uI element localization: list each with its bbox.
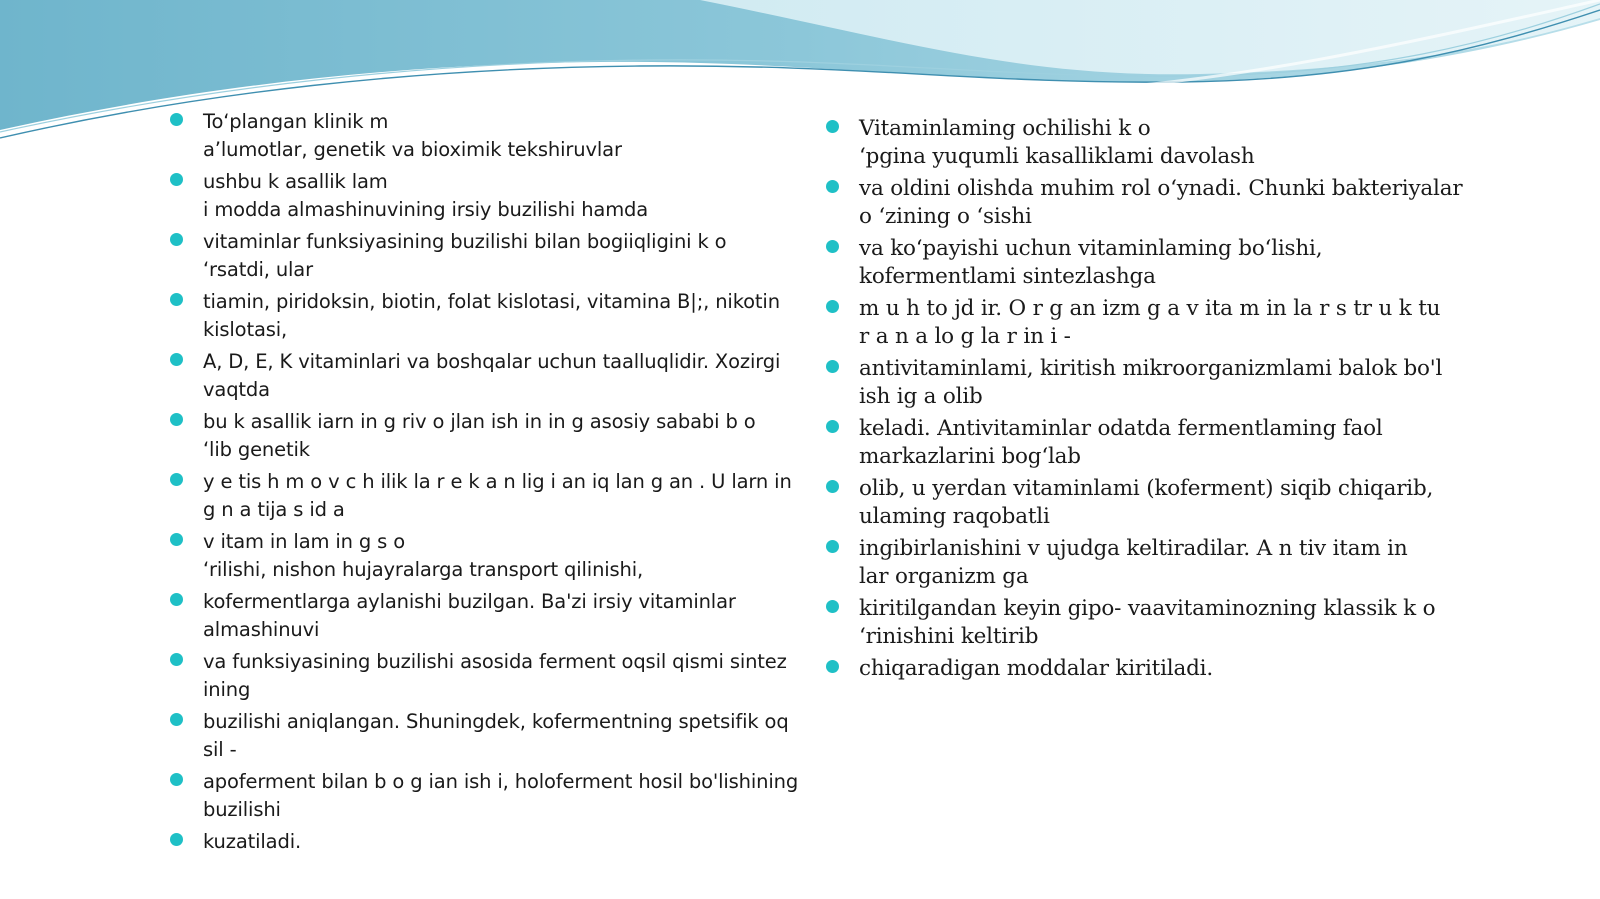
bullet-item — [826, 415, 1516, 471]
bullet-item — [170, 108, 808, 164]
bullet-item — [826, 655, 1516, 683]
bullet-item — [170, 468, 808, 524]
bullet-item — [170, 288, 808, 344]
bullet-dot-icon — [170, 713, 183, 726]
bullet-text-line: ish ig a olib — [859, 384, 983, 409]
bullet-text-line: v itam in lam in g s o — [203, 530, 406, 553]
bullet-text-line: keladi. Antivitaminlar odatda fermentlaming faol — [859, 416, 1383, 441]
bullet-dot-icon — [170, 773, 183, 786]
bullet-text-line: kofermentlarga aylanishi buzilgan. Ba'zi irsiy vitaminlar — [203, 590, 736, 613]
bullet-text-line: va funksiyasining buzilishi asosida ferment oqsil qismi sintez — [203, 650, 787, 673]
left-text-column — [170, 108, 808, 860]
bullet-text-line: lar organizm ga — [859, 564, 1029, 589]
bullet-text-line: kiritilgandan keyin gipo- vaavitaminozning klassik k o — [859, 596, 1436, 621]
bullet-text-line: almashinuvi — [203, 618, 320, 641]
bullet-text-line: m u h to jd ir. O r g an izm g a v ita m in la r s tr u k tu — [859, 296, 1441, 321]
bullet-text-line: bu k asallik iarn in g riv o jlan ish in in g asosiy sababi b o — [203, 410, 756, 433]
bullet-text-line: ‘rilishi, nishon hujayralarga transport qilinishi, — [203, 558, 644, 581]
bullet-item — [826, 355, 1516, 411]
bullet-dot-icon — [170, 593, 183, 606]
bullet-item — [826, 295, 1516, 351]
bullet-dot-icon — [170, 353, 183, 366]
bullet-text-line: vitaminlar funksiyasining buzilishi bilan bogiiqligini k o — [203, 230, 727, 253]
bullet-text-line: o ‘zining o ‘sishi — [859, 204, 1032, 229]
bullet-text-line: buzilishi aniqlangan. Shuningdek, kofermentning spetsifik oq — [203, 710, 789, 733]
bullet-item — [170, 228, 808, 284]
bullet-item — [170, 828, 808, 856]
bullet-dot-icon — [170, 113, 183, 126]
bullet-text-line: ining — [203, 678, 251, 701]
bullet-text-line: ‘rinishini keltirib — [859, 624, 1039, 649]
bullet-text-line: sil - — [203, 738, 237, 761]
bullet-text-line: kislotasi, — [203, 318, 288, 341]
bullet-dot-icon — [170, 473, 183, 486]
bullet-dot-icon — [170, 173, 183, 186]
bullet-text-line: olib, u yerdan vitaminlami (koferment) siqib chiqarib, — [859, 476, 1434, 501]
bullet-text-line: buzilishi — [203, 798, 281, 821]
bullet-text-line: i modda almashinuvining irsiy buzilishi hamda — [203, 198, 649, 221]
bullet-item — [826, 595, 1516, 651]
bullet-text-line: vaqtda — [203, 378, 270, 401]
bullet-text-line: Vitaminlaming ochilishi k o — [859, 116, 1151, 141]
bullet-item — [170, 768, 808, 824]
bullet-dot-icon — [826, 240, 839, 253]
bullet-dot-icon — [826, 600, 839, 613]
bullet-text-line: a’lumotlar, genetik va bioximik tekshiruvlar — [203, 138, 622, 161]
bullet-dot-icon — [170, 653, 183, 666]
bullet-text-line: chiqaradigan moddalar kiritiladi. — [859, 656, 1213, 681]
bullet-text-line: kuzatiladi. — [203, 830, 302, 853]
bullet-dot-icon — [826, 540, 839, 553]
bullet-text-line: To‘plangan klinik m — [203, 110, 389, 133]
bullet-item — [826, 175, 1516, 231]
bullet-dot-icon — [826, 120, 839, 133]
bullet-dot-icon — [826, 300, 839, 313]
bullet-item — [170, 648, 808, 704]
bullet-text-line: A, D, E, K vitaminlari va boshqalar uchun taalluqlidir. Xozirgi — [203, 350, 781, 373]
bullet-item — [826, 235, 1516, 291]
bullet-item — [170, 168, 808, 224]
bullet-dot-icon — [826, 360, 839, 373]
bullet-text-line: ‘pgina yuqumli kasalliklami davolash — [859, 144, 1255, 169]
bullet-text-line: ulaming raqobatli — [859, 504, 1050, 529]
bullet-item — [170, 528, 808, 584]
bullet-dot-icon — [170, 533, 183, 546]
bullet-dot-icon — [826, 660, 839, 673]
bullet-item — [170, 348, 808, 404]
bullet-dot-icon — [170, 833, 183, 846]
bullet-text-line: ‘rsatdi, ular — [203, 258, 313, 281]
bullet-item — [826, 115, 1516, 171]
bullet-text-line: antivitaminlami, kiritish mikroorganizmlami balok bo'l — [859, 356, 1443, 381]
bullet-dot-icon — [826, 420, 839, 433]
bullet-text-line: y e tis h m o v c h ilik la r e k a n lig i an iq lan g an . U larn in — [203, 470, 792, 493]
bullet-dot-icon — [170, 233, 183, 246]
bullet-text-line: apoferment bilan b o g ian ish i, holoferment hosil bo'lishining — [203, 770, 799, 793]
bullet-text-line: va ko‘payishi uchun vitaminlaming bo‘lishi, — [859, 236, 1323, 261]
bullet-text-line: g n a tija s id a — [203, 498, 345, 521]
bullet-item — [170, 588, 808, 644]
bullet-dot-icon — [826, 480, 839, 493]
bullet-text-line: va oldini olishda muhim rol o‘ynadi. Chunki bakteriyalar — [859, 176, 1463, 201]
bullet-item — [170, 708, 808, 764]
bullet-item — [170, 408, 808, 464]
bullet-text-line: ‘lib genetik — [203, 438, 310, 461]
bullet-item — [826, 475, 1516, 531]
bullet-text-line: kofermentlami sintezlashga — [859, 264, 1156, 289]
bullet-text-line: tiamin, piridoksin, biotin, folat kislotasi, vitamina B|;, nikotin — [203, 290, 780, 313]
bullet-text-line: markazlarini bog‘lab — [859, 444, 1081, 469]
bullet-item — [826, 535, 1516, 591]
bullet-dot-icon — [170, 293, 183, 306]
bullet-text-line: ingibirlanishini v ujudga keltiradilar. A n tiv itam in — [859, 536, 1408, 561]
bullet-text-line: r a n a lo g la r in i - — [859, 324, 1071, 349]
right-text-column — [826, 115, 1516, 687]
bullet-dot-icon — [826, 180, 839, 193]
bullet-dot-icon — [170, 413, 183, 426]
bullet-text-line: ushbu k asallik lam — [203, 170, 388, 193]
